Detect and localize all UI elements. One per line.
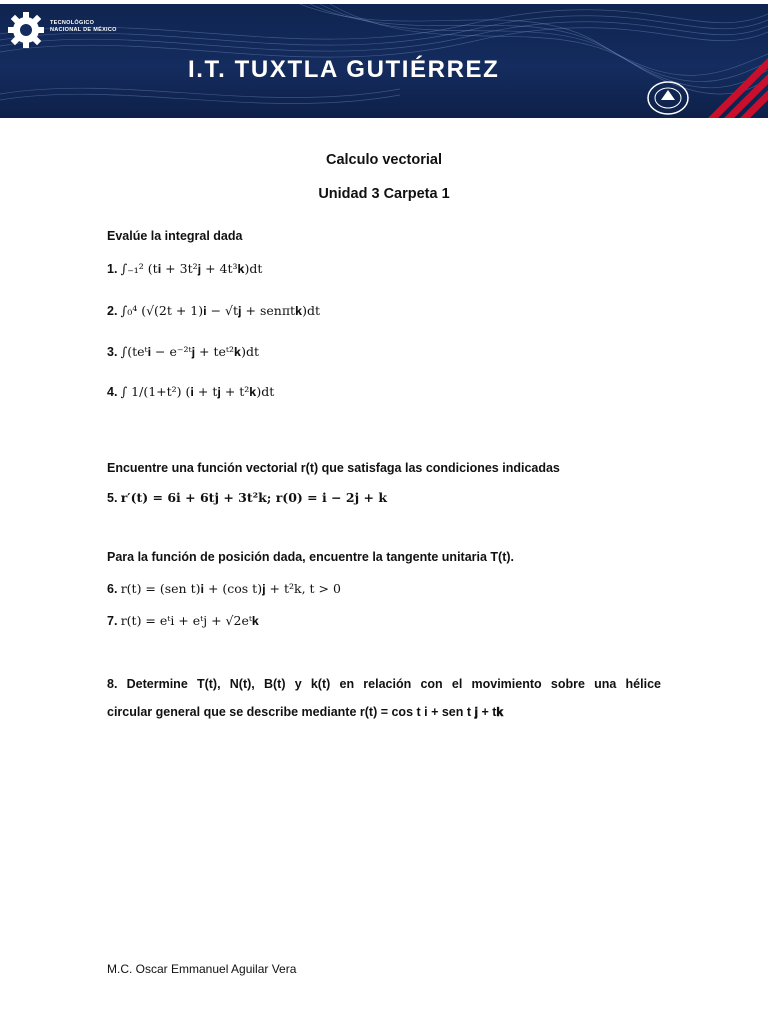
document-title: Calculo vectorial xyxy=(325,152,443,168)
exercise-3 xyxy=(107,344,259,360)
institution-line2: NACIONAL DE MÉXICO xyxy=(50,27,117,33)
tecnm-wordmark xyxy=(50,20,140,34)
exercise-2 xyxy=(107,303,320,319)
exercise-6-number: 6. xyxy=(107,582,118,596)
exercise-8-line1: 8. Determine T(t), N(t), B(t) y k(t) en relación con el movimiento sobre una hélice xyxy=(107,677,661,691)
author-signature: M.C. Oscar Emmanuel Aguilar Vera xyxy=(107,962,297,976)
exercise-8-line2: circular general que se describe mediante r(t) = cos t i + sen t 𝐣 + t𝐤 xyxy=(107,705,504,719)
header-banner xyxy=(0,4,768,118)
section1-heading: Evalúe la integral dada xyxy=(107,229,243,243)
exercise-2-number: 2. xyxy=(107,304,118,318)
tecnm-gear-logo-icon xyxy=(6,10,46,50)
exercise-5-number: 5. xyxy=(107,491,118,505)
exercise-5 xyxy=(107,490,387,506)
institution-line1: TECNOLÓGICO xyxy=(50,20,95,26)
exercise-6-expression: r(t) = (sen t)𝐢 + (cos t)𝐣 + t²k, t > 0 xyxy=(120,581,341,596)
exercise-3-expression: ∫(teᵗ𝐢 − e⁻²ᵗ𝐣 + teᵗ²𝐤)dt xyxy=(120,344,259,359)
exercise-6 xyxy=(107,581,341,597)
exercise-7 xyxy=(107,613,259,629)
exercise-1 xyxy=(107,261,262,277)
section3-heading: Para la función de posición dada, encuentre la tangente unitaria T(t). xyxy=(107,550,515,564)
exercise-5-expression: r′(t) = 6𝐢 + 6t𝐣 + 3t²𝐤; 𝐫(0) = 𝐢 − 2𝐣 + 𝐤 xyxy=(120,490,387,505)
section2-heading: Encuentre una función vectorial r(t) que satisfaga las condiciones indicadas xyxy=(107,461,560,475)
document-subtitle: Unidad 3 Carpeta 1 xyxy=(318,186,450,202)
exercise-7-expression: r(t) = eᵗi + eᵗj + √2eᵗ𝐤 xyxy=(120,613,259,628)
exercise-8 xyxy=(107,670,661,726)
exercise-4 xyxy=(107,384,274,400)
exercise-4-expression: ∫ 1/(1+t²) (𝐢 + t𝐣 + t²𝐤)dt xyxy=(120,384,275,399)
exercise-7-number: 7. xyxy=(107,614,118,628)
exercise-4-number: 4. xyxy=(107,385,118,399)
red-stripes-decoration xyxy=(688,48,768,118)
exercise-1-number: 1. xyxy=(107,262,118,276)
institute-seal-icon xyxy=(643,76,693,116)
exercise-3-number: 3. xyxy=(107,345,118,359)
exercise-2-expression: ∫₀⁴ (√(2t + 1)𝐢 − √t𝐣 + senπt𝐤)dt xyxy=(120,303,321,318)
banner-title: I.T. TUXTLA GUTIÉRREZ xyxy=(188,56,500,83)
exercise-1-expression: ∫₋₁² (t𝐢 + 3t²𝐣 + 4t³𝐤)dt xyxy=(120,261,263,276)
